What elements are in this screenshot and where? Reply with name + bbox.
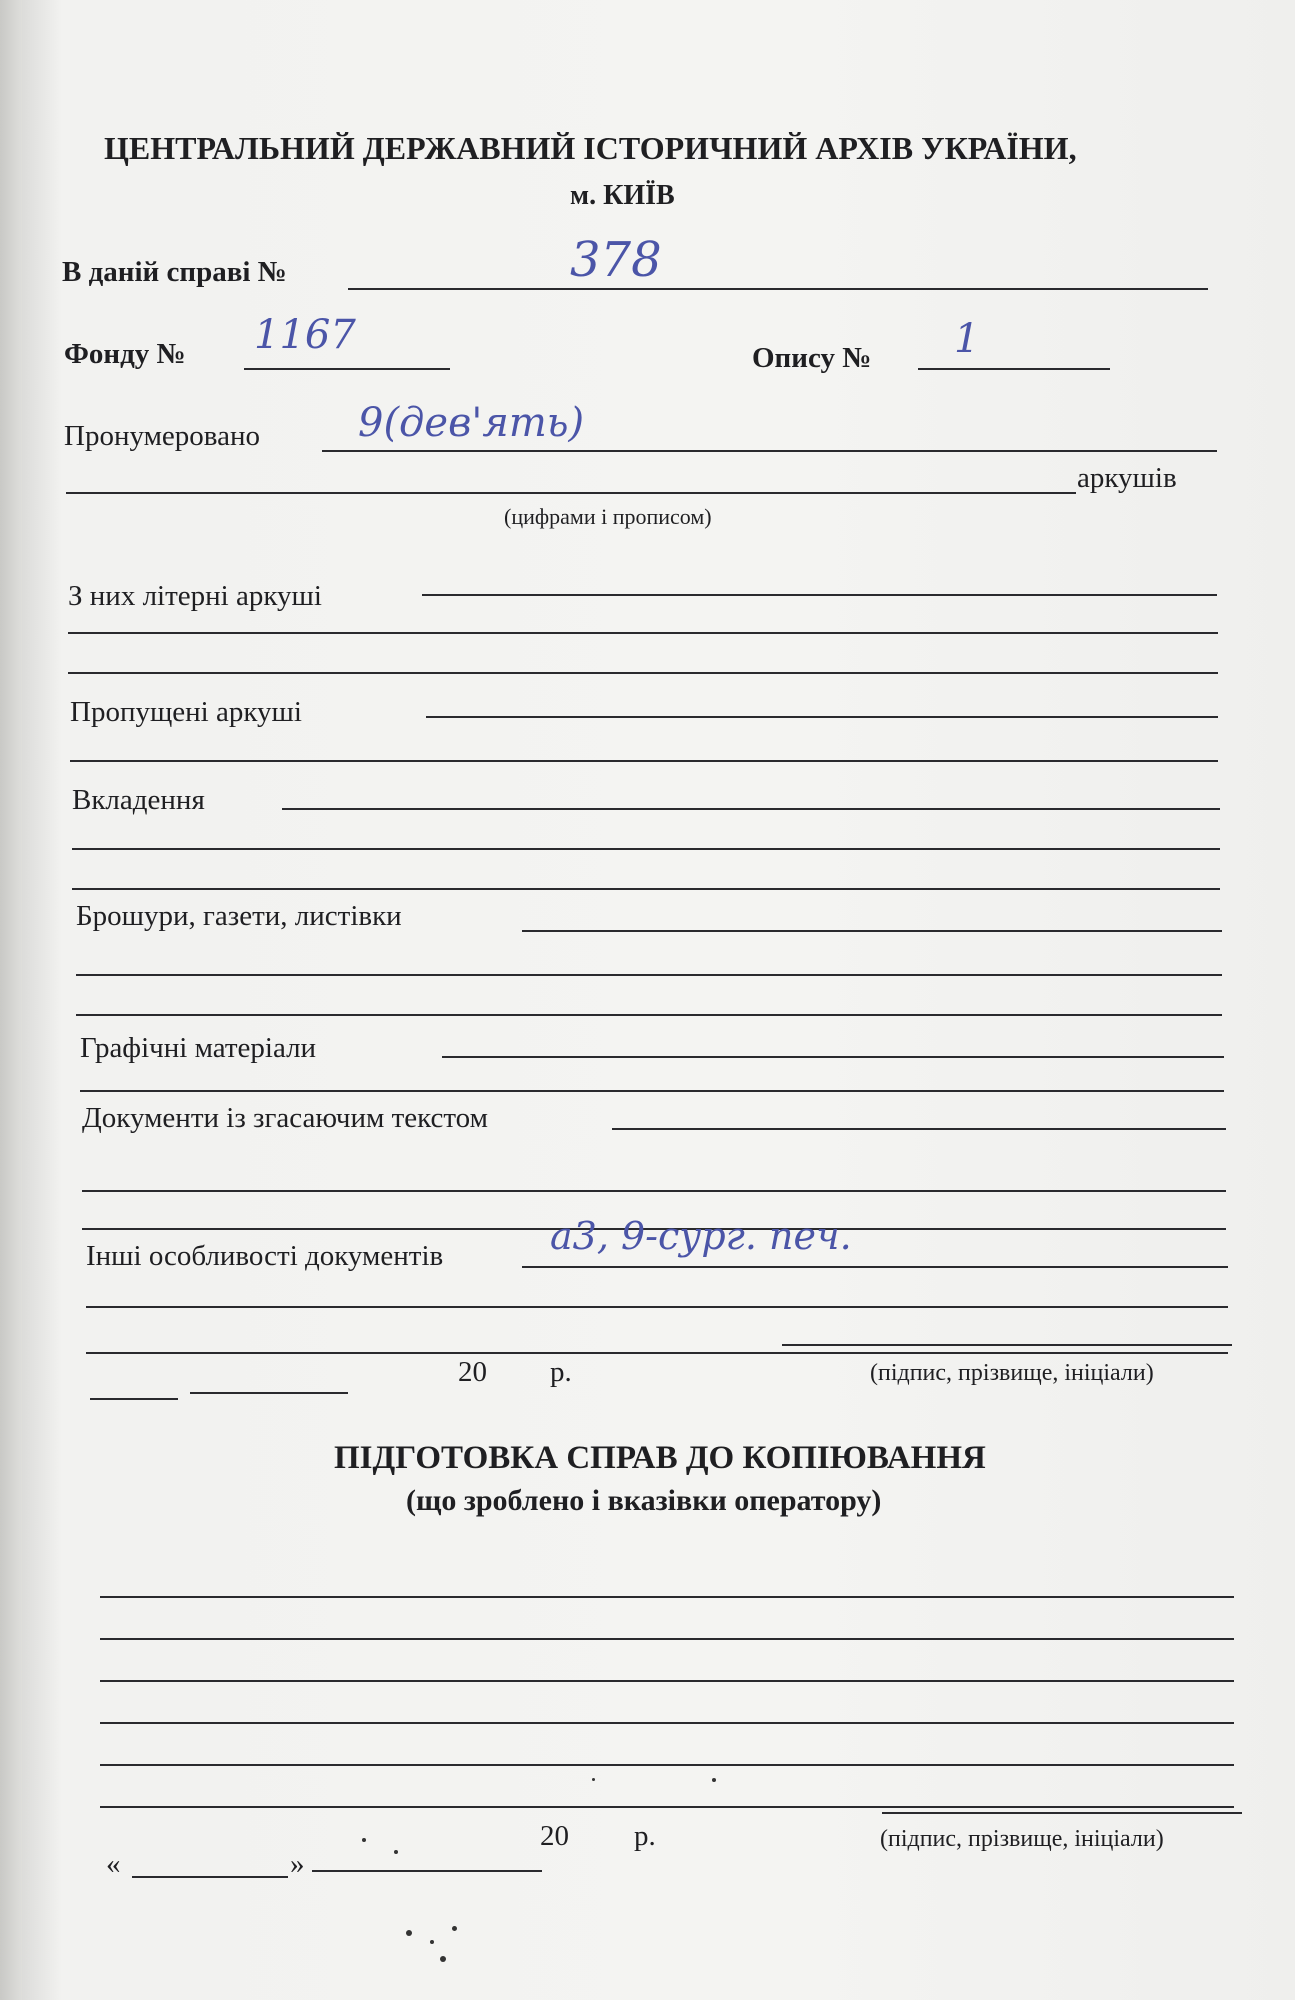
numbered-line-2: [66, 492, 1076, 494]
speck: [362, 1838, 366, 1842]
features-label: Інші особливості документів: [86, 1240, 444, 1272]
sig1-day-line: [90, 1398, 178, 1400]
fading-label: Документи із згасаючим текстом: [82, 1102, 488, 1134]
page-edge-shadow: [0, 0, 22, 2000]
letter-sheets-line-3: [68, 672, 1218, 674]
prep-line-6: [100, 1806, 1234, 1808]
fading-line-2: [82, 1190, 1226, 1192]
archive-city: м. КИЇВ: [570, 180, 675, 211]
speck: [440, 1956, 446, 1962]
sig1-year-suffix: р.: [550, 1356, 572, 1388]
archive-form-sheet: [22, 0, 1295, 2000]
case-label: В даній справі №: [62, 256, 287, 288]
graphic-label: Графічні матеріали: [80, 1032, 317, 1064]
sig2-year-suffix: р.: [634, 1820, 656, 1852]
sig2-line: [882, 1812, 1242, 1814]
fading-line: [612, 1128, 1226, 1130]
prep-line-5: [100, 1764, 1234, 1766]
sig1-month-line: [190, 1392, 348, 1394]
prep-subtitle: (що зроблено і вказівки оператору): [406, 1484, 882, 1517]
attachments-line-2: [72, 848, 1220, 850]
numbered-value: 9(дев'ять): [358, 400, 585, 446]
prep-line-1: [100, 1596, 1234, 1598]
prep-line-3: [100, 1680, 1234, 1682]
graphic-line: [442, 1056, 1224, 1058]
inventory-line: [918, 368, 1110, 370]
sig1-hint: (підпис, прізвище, ініціали): [870, 1360, 1154, 1386]
attachments-line-3: [72, 888, 1220, 890]
sig2-hint: (підпис, прізвище, ініціали): [880, 1826, 1164, 1852]
inventory-value: 1: [954, 316, 980, 362]
brochures-line-2: [76, 974, 1222, 976]
sig1-year: 20: [458, 1356, 487, 1388]
sig2-close-quote: »: [290, 1848, 305, 1880]
numbered-hint: (цифрами і прописом): [504, 504, 712, 529]
letter-sheets-line-2: [68, 632, 1218, 634]
inventory-label: Опису №: [752, 342, 872, 374]
speck: [430, 1940, 434, 1944]
missing-sheets-line: [426, 716, 1218, 718]
case-value: 378: [570, 232, 662, 288]
brochures-line-3: [76, 1014, 1222, 1016]
missing-sheets-line-2: [70, 760, 1218, 762]
prep-title: ПІДГОТОВКА СПРАВ ДО КОПІЮВАННЯ: [334, 1440, 986, 1476]
brochures-label: Брошури, газети, листівки: [76, 900, 402, 932]
attachments-line: [282, 808, 1220, 810]
speck: [712, 1778, 716, 1782]
attachments-label: Вкладення: [72, 784, 205, 816]
sheets-label: аркушів: [1077, 462, 1177, 494]
missing-sheets-label: Пропущені аркуші: [70, 696, 302, 728]
numbered-line: [322, 450, 1217, 452]
speck: [394, 1850, 398, 1854]
graphic-line-2: [80, 1090, 1224, 1092]
features-line: [522, 1266, 1228, 1268]
case-line: [348, 288, 1208, 290]
fund-line: [244, 368, 450, 370]
sig2-day-line: [132, 1876, 288, 1878]
features-line-2: [86, 1306, 1228, 1308]
sig2-open-quote: «: [106, 1848, 121, 1880]
speck: [452, 1926, 457, 1931]
features-line-3: [86, 1352, 1228, 1354]
speck: [406, 1930, 412, 1936]
prep-line-2: [100, 1638, 1234, 1640]
features-value: а3, 9-сург. печ.: [550, 1214, 852, 1258]
archive-name: ЦЕНТРАЛЬНИЙ ДЕРЖАВНИЙ ІСТОРИЧНИЙ АРХІВ УКРАЇНИ,: [104, 130, 1077, 166]
letter-sheets-line: [422, 594, 1217, 596]
prep-line-4: [100, 1722, 1234, 1724]
sig1-line: [782, 1344, 1232, 1346]
brochures-line: [522, 930, 1222, 932]
numbered-label: Пронумеровано: [64, 420, 261, 452]
sig2-month-line: [312, 1870, 542, 1872]
fund-value: 1167: [254, 312, 356, 358]
fund-label: Фонду №: [64, 338, 186, 370]
letter-sheets-label: З них літерні аркуші: [68, 580, 322, 612]
speck: [592, 1778, 595, 1781]
sig2-year: 20: [540, 1820, 569, 1852]
